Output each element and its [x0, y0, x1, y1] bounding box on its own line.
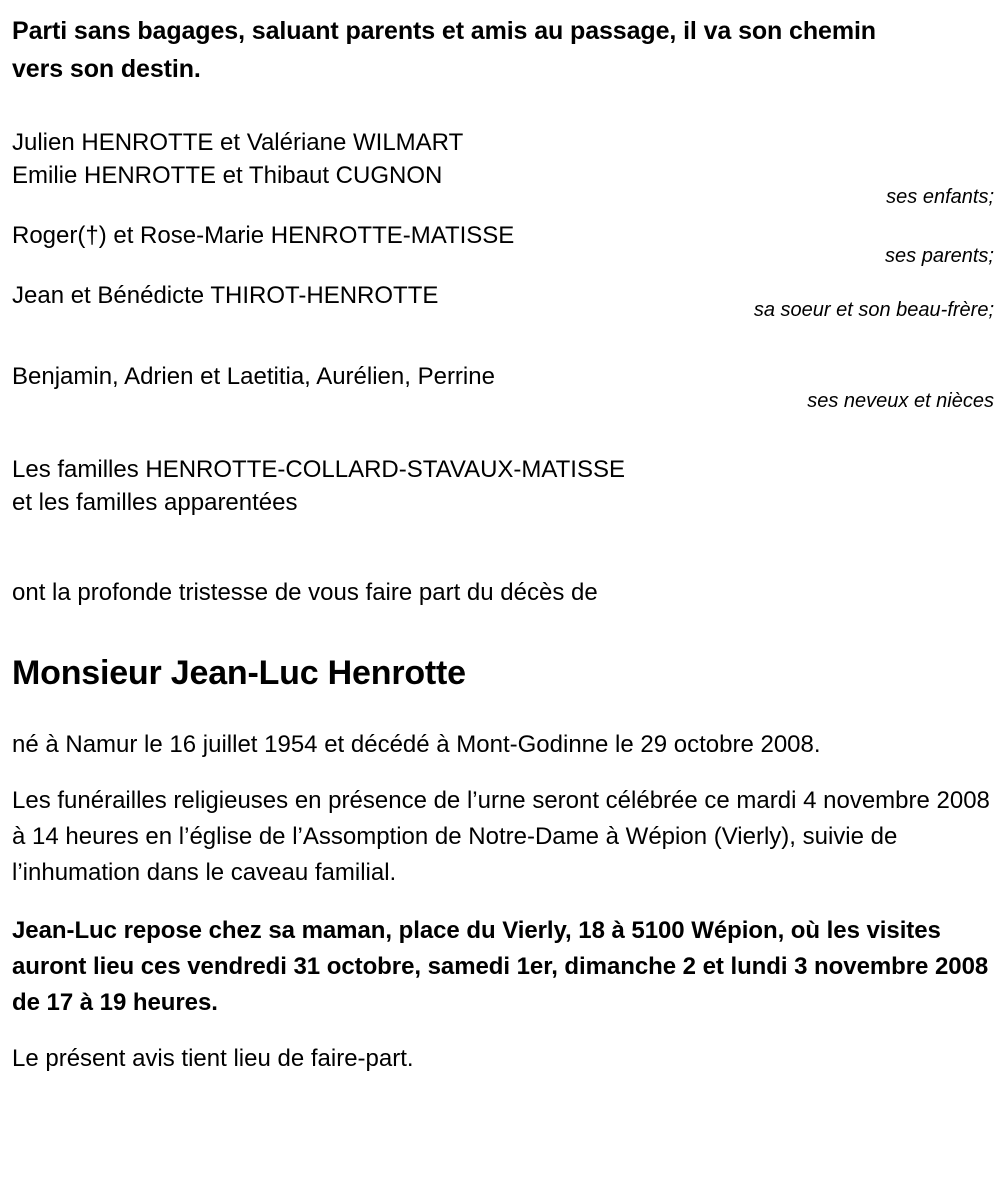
relatives-group-children: [12, 126, 994, 208]
relative-name: Benjamin, Adrien et Laetitia, Aurélien, Perrine: [12, 363, 495, 390]
relatives-group-sister: [12, 279, 994, 321]
closing-note: Le présent avis tient lieu de faire-part.: [12, 1045, 414, 1072]
relative-name: Emilie HENROTTE et Thibaut CUGNON: [12, 162, 443, 189]
families-section: [12, 453, 994, 519]
relatives-section: [12, 126, 994, 412]
relation-label-parents: ses parents;: [885, 245, 994, 267]
relative-name: Jean et Bénédicte THIROT-HENROTTE: [12, 282, 439, 309]
visiting-hours-details: Jean-Luc repose chez sa maman, place du Vierly, 18 à 5100 Wépion, où les visites auront lieu ces vendredi 31 octobre, samedi 1er, dimanche 2 et lundi 3 novembre 2008 de 17 à 19 heures.: [12, 917, 989, 1016]
relation-label-children: ses enfants;: [886, 186, 994, 208]
relatives-group-nephews: [12, 360, 994, 412]
relation-label-nephews: ses neveux et nièces: [807, 390, 994, 412]
announcement-intro: ont la profonde tristesse de vous faire part du décès de: [12, 579, 598, 606]
deceased-name-heading: Monsieur Jean-Luc Henrotte: [12, 654, 466, 692]
relative-name: Julien HENROTTE et Valériane WILMART: [12, 129, 464, 156]
relatives-group-parents: [12, 219, 994, 267]
birth-death-details: né à Namur le 16 juillet 1954 et décédé à Mont-Godinne le 29 octobre 2008.: [12, 731, 821, 758]
relative-name: Roger(†) et Rose-Marie HENROTTE-MATISSE: [12, 222, 515, 249]
relation-label-sister: sa soeur et son beau-frère;: [753, 299, 994, 321]
epitaph-text: Parti sans bagages, saluant parents et amis au passage, il va son chemin vers son destin.: [12, 17, 876, 83]
funeral-details: Les funérailles religieuses en présence de l’urne seront célébrée ce mardi 4 novembre 2008 à 14 heures en l’église de l’Assomption de Notre-Dame à Wépion (Vierly), suivie de l’inhumation dans le caveau familial.: [12, 787, 990, 886]
families-line-1: Les familles HENROTTE-COLLARD-STAVAUX-MATISSE: [12, 456, 625, 483]
families-line-2: et les familles apparentées: [12, 489, 298, 516]
